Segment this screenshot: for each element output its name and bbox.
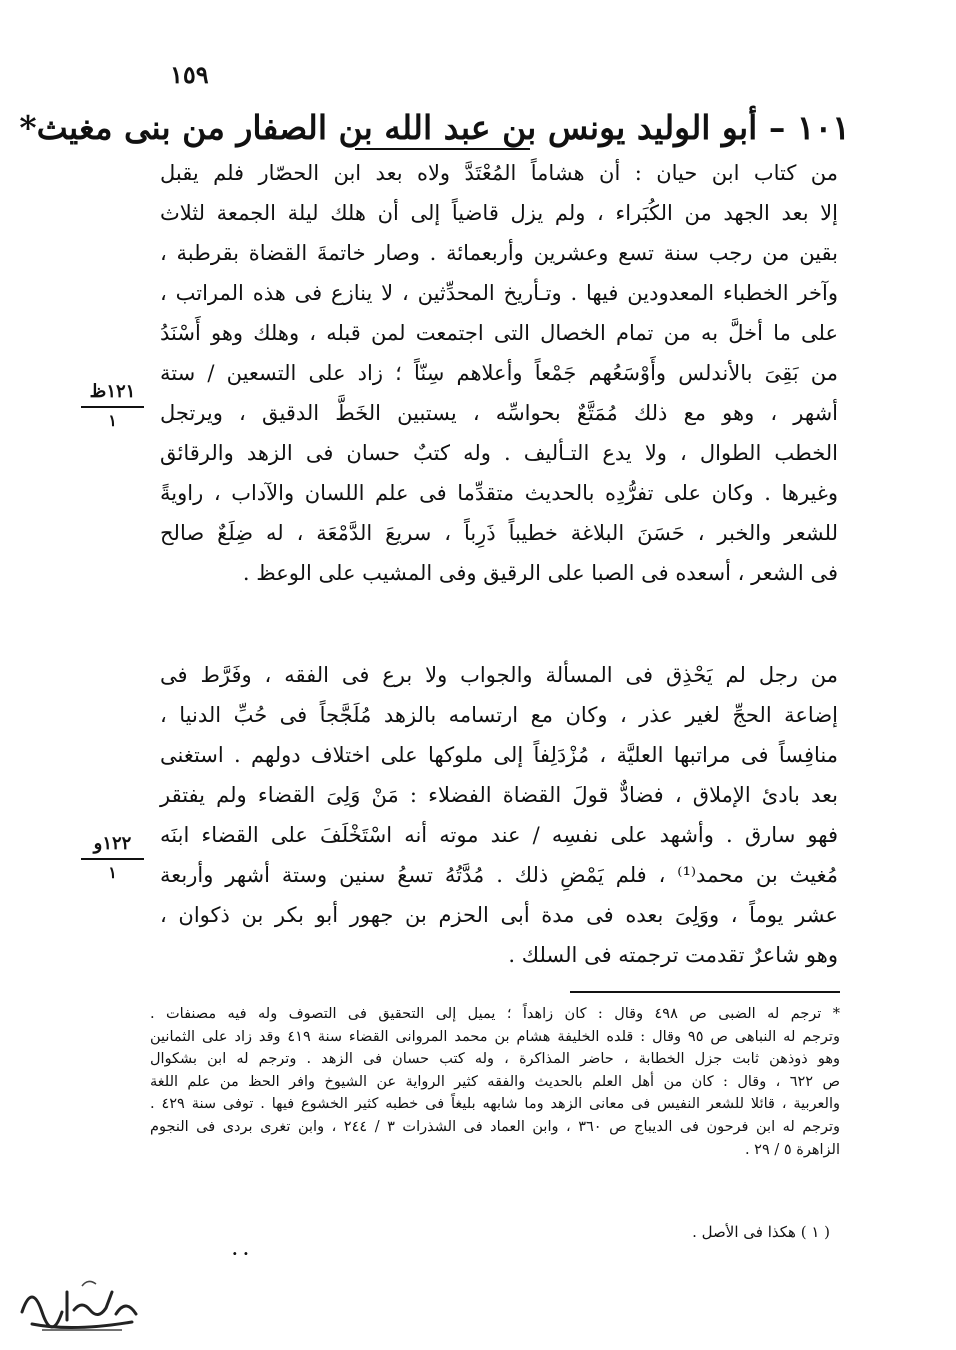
entry-title: ١٠١ – أبو الوليد يونس بن عبد الله بن الصفار من بنى مغيث* bbox=[19, 108, 850, 147]
text-line: على ما أخلَّ به من تمام الخصال التى اجتمعت لمن قبله ، وهلك وهو أَسْنَدُ bbox=[160, 321, 838, 345]
text-line: للشعر والخبر ، حَسَنَ البلاغة خطيباً ذَرِباً ، سريعَ الدَّمْعَة ، له ضِلَعٌ صالح bbox=[160, 521, 838, 545]
text-line: أشهر ، وهو مع ذلك مُمَتَّعٌ بحواسِّه ، يستبين الخَطَّ الدقيق ، ويرتجل bbox=[160, 401, 838, 425]
text-line: إلا بعد الجهد من الكُبَراء ، ولم يزل قاضياً إلى أن هلك ليلة الجمعة لثلاث bbox=[160, 201, 838, 225]
text-line: وغيرها . وكان على تفرُّدِه بالحديث متقدِّما فى علم اللسان والآداب ، راويةً bbox=[160, 481, 838, 505]
text-line: عشر يوماً ، ووَلِىَ بعده فى مدة أبى الحزم بن جهور أبو بكر بن ذكوان ، bbox=[160, 903, 838, 927]
text-line: من كتاب ابن حيان : أن هشاماً المُعْتَدَّ ولاه بعد ابن الحصّار فلم يقبل bbox=[160, 161, 838, 185]
title-underline bbox=[355, 148, 530, 150]
text-line: الخطب الطوال ، ولا يدع التـأليف . وله كتبٌ حسان فى الزهد والرقائق bbox=[160, 441, 838, 465]
footnote-line: ص ٦٢٢ ، وقال : كان من أهل العلم بالحديث والفقه كثير الرواية عن الشيوخ وافر الحظ من علم اللغة bbox=[150, 1073, 840, 1090]
footnote-line: وترجم له ابن فرحون فى الديباج ص ٣٦٠ ، وابن العماد فى الشذرات ٣ / ٢٤٤ ، وابن تغرى بردى فى النجوم bbox=[150, 1118, 840, 1135]
footnote-line: * ترجم له الضبى ص ٤٩٨ وقال : كان زاهداً ؛ يميل إلى التحقيق فى التصوف وله فيه مصنفات . bbox=[150, 1006, 840, 1022]
margin-folio-note bbox=[75, 380, 150, 432]
margin-folio-note bbox=[75, 832, 150, 884]
text-line: وهو شاعرٌ تقدمت ترجمته فى السلك . bbox=[508, 943, 838, 967]
footnotes bbox=[150, 1003, 840, 1161]
text-line: فى الشعر ، أسعده فى الصبا على الرقيق وفى المشيب على الوعظ . bbox=[242, 561, 838, 585]
text-line: إضاعة الحجِّ لغير عذر ، وكان مع ارتسامه بالزهد مُلَجَّجاً فى حُبِّ الدنيا ، bbox=[160, 703, 838, 727]
text-line: منافِساً فى مراتبها العليَّة ، مُزْدَلِفاً إلى ملوكها على اختلاف دولهم . استغنى bbox=[160, 743, 838, 767]
footnote-line: والعربية ، قائلا للشعر النفيس فى معانى الزهد وما شابهه بليغاً فى خطبه كثير الخشوع فيها . توفى سنة ٤٢٩ . bbox=[150, 1096, 840, 1113]
folio-divider bbox=[81, 406, 144, 408]
footnote-line: وهو ذوذهن ثابت جزل الخطابة ، حاضر المذاكرة ، وله كتب حسان فى الزهد . وترجم له ابن بشكوال bbox=[150, 1051, 840, 1068]
dots-mark: . . bbox=[232, 1240, 249, 1259]
folio-ref: ١٢١ظ bbox=[89, 381, 136, 402]
folio-sub: ١ bbox=[108, 411, 117, 430]
folio-sub: ١ bbox=[108, 863, 117, 882]
page-number: ١٥٩ bbox=[170, 60, 209, 89]
folio-ref: ١٢٢و bbox=[93, 833, 132, 854]
paragraph-1 bbox=[160, 153, 838, 593]
footnote-line: الزاهرة ٥ / ٢٩ . bbox=[744, 1141, 840, 1158]
library-stamp-logo bbox=[12, 1272, 152, 1338]
text-line: بعد بادئ الإملاق ، فضادٌّ قولَ القضاة الفضلاء : مَنْ وَلِىَ القضاء ولم يفتقر bbox=[160, 783, 838, 807]
footnote-separator bbox=[570, 991, 840, 993]
paragraph-2 bbox=[160, 655, 838, 975]
footnote-1: ( ١ ) هكذا فى الأصل . bbox=[692, 1223, 830, 1241]
text-line: وآخر الخطباء المعدودين فيها . وتـأريخ المحدِّثين ، لا ينازع فى هذه المراتب ، bbox=[160, 281, 838, 305]
text-line: فهو سارق . وأشهد على نفسِه / عند موته أنه اسْتَخْلَفَ على القضاء ابنَه bbox=[160, 823, 838, 847]
text-line: من رجل لم يَحْذِق فى المسألة والجواب ولا برع فى الفقه ، وفَرَّط فى bbox=[160, 663, 838, 687]
folio-divider bbox=[81, 858, 144, 860]
footnote-line: وترجم له النباهى ص ٩٥ وقال : قلده الخليفة هشام بن محمد المروانى القضاء سنة ٤١٩ وقد زاد على الثمانين bbox=[150, 1028, 840, 1045]
text-line: بقين من رجب سنة تسع وعشرين وأربعمائة . وصار خاتمةَ القضاة بقرطبة ، bbox=[160, 241, 838, 265]
text-line: مُغيث بن محمد⁽¹⁾ ، فلم يَمْضِ ذلك . مُدَّتُهُ تسعُ سنين وستة أشهر وأربعة bbox=[160, 863, 838, 887]
text-line: من بَقِىَ بالأندلس وأَوْسَعُهم جَمْعاً وأعلاهم سِنّاً ؛ زاد على التسعين / ستة bbox=[160, 361, 838, 385]
